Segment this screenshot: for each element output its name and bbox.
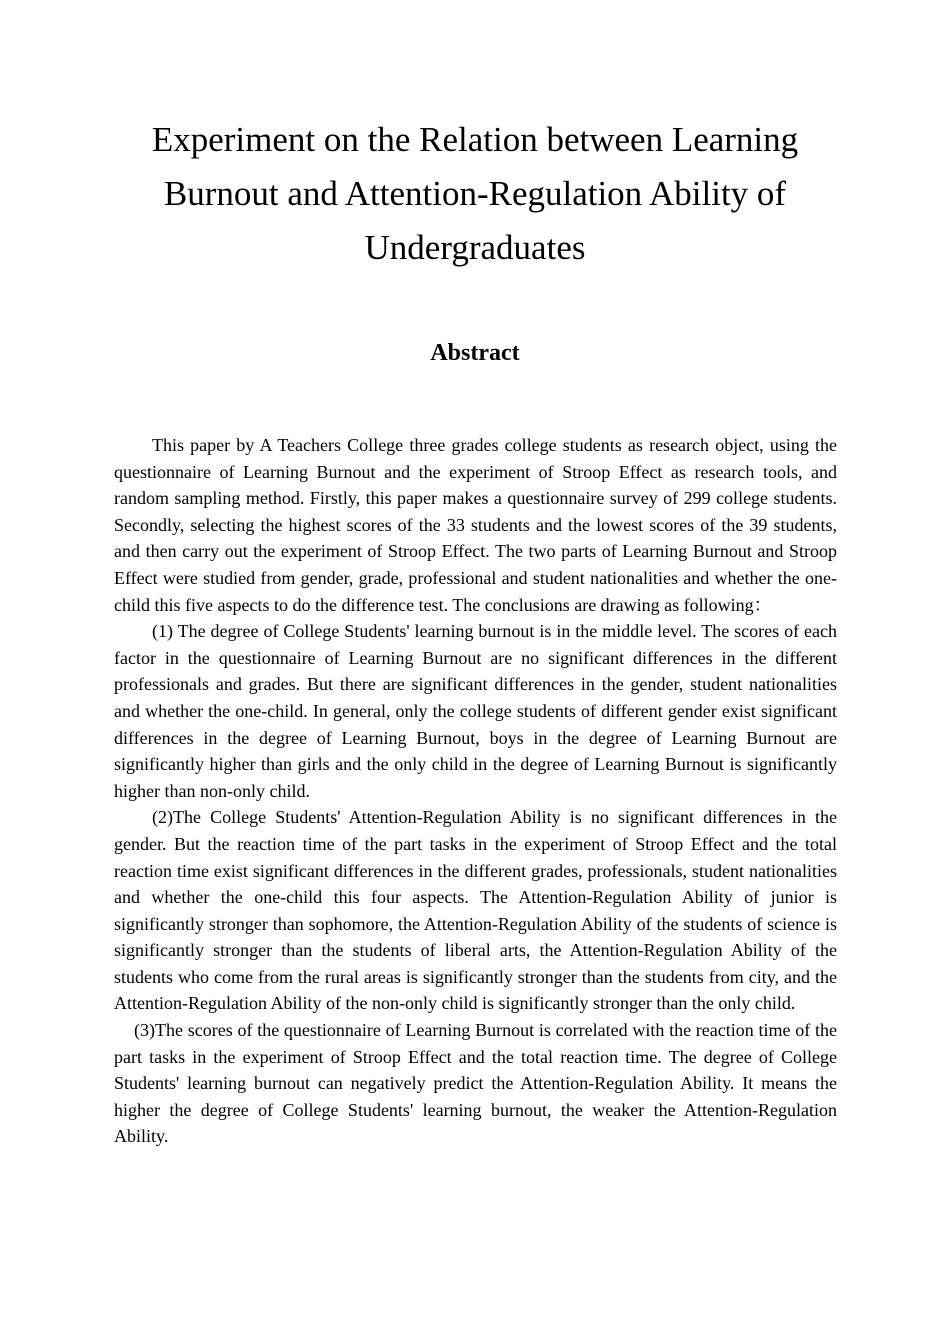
title-line-1: Experiment on the Relation between Learning [151, 120, 799, 159]
abstract-paragraph-conclusion-2: (2)The College Students' Attention-Regulation Ability is no significant differences in the gender. But the reaction time of the part tasks in the experiment of Stroop Effect and the total reaction time exist significant differences in the different grades, professionals, student nationalities and whether the one-child this four aspects. The Attention-Regulation Ability of junior is significantly stronger than sophomore, the Attention-Regulation Ability of the students of science is significantly stronger than the students of liberal arts, the Attention-Regulation Ability of the students who come from the rural areas is significantly stronger than the students from city, and the Attention-Regulation Ability of the non-only child is significantly stronger than the only child. [114, 807, 837, 1014]
title-line-3: Undergraduates [364, 228, 586, 267]
abstract-heading: Abstract [430, 340, 520, 366]
paper-title [100, 113, 850, 275]
abstract-paragraph-conclusion-3: (3)The scores of the questionnaire of Learning Burnout is correlated with the reaction time of the part tasks in the experiment of Stroop Effect and the total reaction time. The degree of College Students' learning burnout can negatively predict the Attention-Regulation Ability. It means the higher the degree of College Students' learning burnout, the weaker the Attention-Regulation Ability. [114, 1020, 837, 1147]
abstract-paragraph-intro: This paper by A Teachers College three grades college students as research object, using the questionnaire of Learning Burnout and the experiment of Stroop Effect as research tools, and random sampling method. Firstly, this paper makes a questionnaire survey of 299 college students. Secondly, selecting the highest scores of the 33 students and the lowest scores of the 39 students, and then carry out the experiment of Stroop Effect. The two parts of Learning Burnout and Stroop Effect were studied from gender, grade, professional and student nationalities and whether the one-child this five aspects to do the difference test. The conclusions are drawing as following： [114, 435, 837, 615]
abstract-body [114, 432, 837, 1150]
title-line-2: Burnout and Attention-Regulation Ability of [163, 174, 787, 213]
abstract-paragraph-conclusion-1: (1) The degree of College Students' learning burnout is in the middle level. The scores of each factor in the questionnaire of Learning Burnout are no significant differences in the different professionals and grades. But there are significant differences in the gender, student nationalities and whether the one-child. In general, only the college students of different gender exist significant differences in the degree of Learning Burnout, boys in the degree of Learning Burnout are significantly higher than girls and the only child in the degree of Learning Burnout is significantly higher than non-only child. [114, 621, 837, 801]
